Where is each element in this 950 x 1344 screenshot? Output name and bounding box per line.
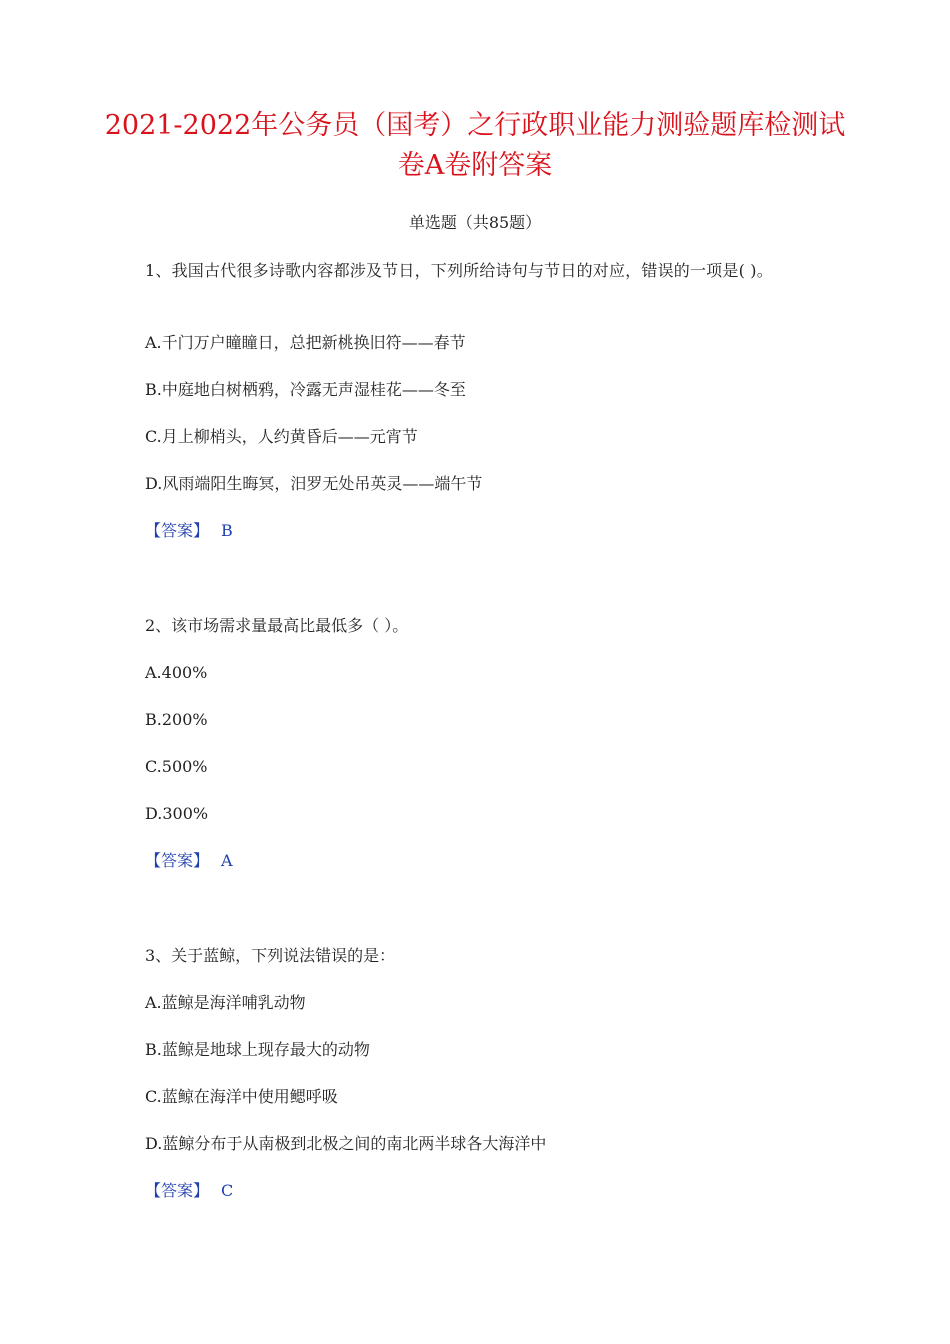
option-c: C.500%: [145, 757, 208, 776]
option-d: D.蓝鲸分布于从南极到北极之间的南北两半球各大海洋中: [145, 1134, 547, 1153]
answer-value: C: [221, 1181, 234, 1200]
option-b: B.中庭地白树栖鸦，冷露无声湿桂花——冬至: [145, 380, 466, 399]
answer-value: B: [221, 521, 233, 540]
option-d: D.300%: [145, 804, 209, 823]
answer-line: [145, 1178, 813, 1204]
option-a: A.400%: [145, 663, 208, 682]
answer-label: 【答案】: [145, 1181, 210, 1200]
option-c: C.月上柳梢头，人约黄昏后——元宵节: [145, 427, 418, 446]
question-text: 2、该市场需求量最高比最低多（ ）。: [145, 616, 409, 635]
option-b: B.蓝鲸是地球上现存最大的动物: [145, 1040, 370, 1059]
option-a: A.蓝鲸是海洋哺乳动物: [145, 993, 306, 1012]
document-title: 2021-2022年公务员（国考）之行政职业能力测验题库检测试卷A卷附答案: [104, 110, 846, 181]
option-a: A.千门万户瞳瞳日，总把新桃换旧符——春节: [145, 333, 466, 352]
section-heading: 单选题（共85题）: [408, 213, 542, 232]
answer-value: A: [221, 851, 233, 870]
option-d: D.风雨端阳生晦冥，汨罗无处吊英灵——端午节: [145, 474, 483, 493]
option-c: C.蓝鲸在海洋中使用鳃呼吸: [145, 1087, 338, 1106]
option-b: B.200%: [145, 710, 208, 729]
question-text: 1、我国古代很多诗歌内容都涉及节日，下列所给诗句与节日的对应，错误的一项是( )。: [145, 261, 773, 280]
answer-line: [145, 518, 813, 544]
answer-label: 【答案】: [145, 521, 210, 540]
answer-label: 【答案】: [145, 851, 210, 870]
answer-line: [145, 848, 813, 874]
question-text: 3、关于蓝鲸，下列说法错误的是：: [145, 946, 396, 965]
